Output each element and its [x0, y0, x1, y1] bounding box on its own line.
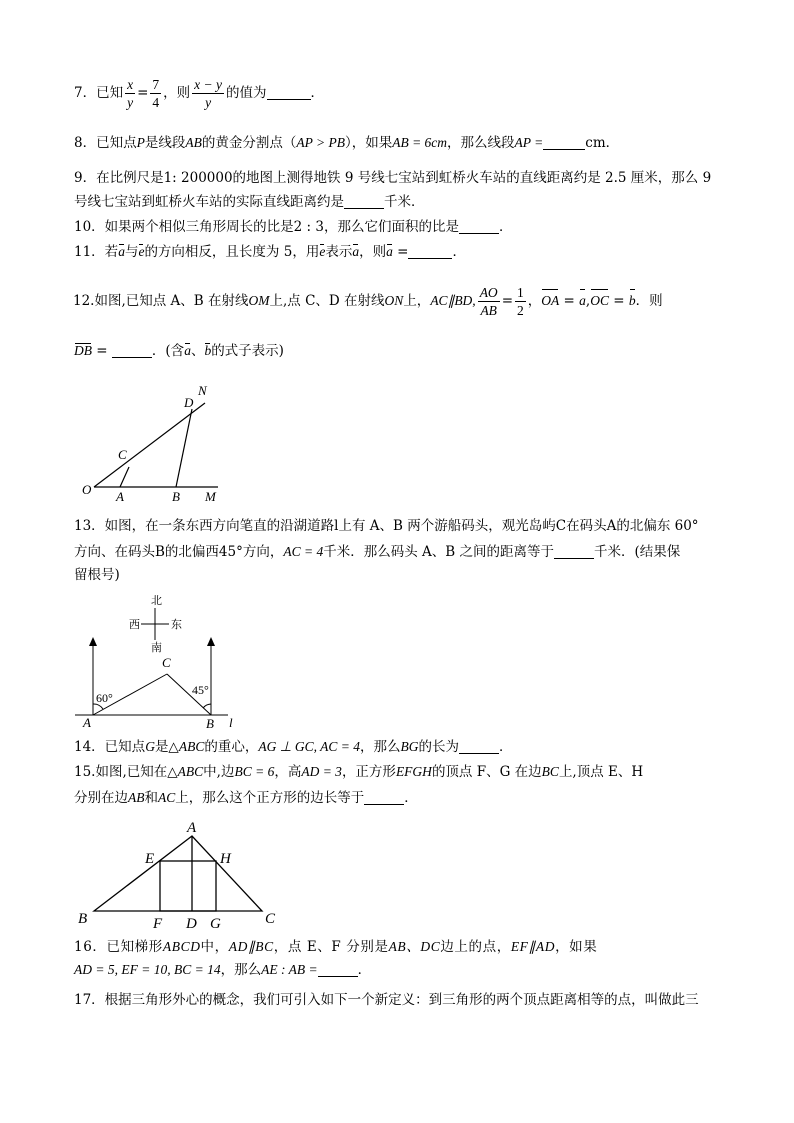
- vector-e: e: [138, 244, 145, 259]
- label-a: A: [116, 489, 124, 504]
- vector-a: a: [352, 244, 360, 259]
- label-o: O: [82, 482, 92, 497]
- answer-blank[interactable]: [408, 244, 452, 259]
- label-c: C: [162, 655, 171, 670]
- answer-blank[interactable]: [543, 135, 585, 150]
- answer-blank[interactable]: [459, 219, 499, 234]
- question-13-line-1: 13．如图，在一条东西方向笔直的沿湖道路l上有 A、B 两个游船码头，观光岛屿C在码头A的北偏东 60°: [74, 518, 699, 534]
- segment-bc: [167, 674, 211, 715]
- label-d: D: [186, 916, 197, 932]
- label-a: A: [187, 820, 197, 836]
- triangle-abc: [94, 836, 262, 911]
- fraction-7-over-4: $\frac{7}{4}$: [152, 77, 160, 110]
- label-e: E: [145, 851, 155, 867]
- label-b: B: [206, 716, 214, 731]
- vector-b: b: [204, 343, 212, 358]
- vector-b: b: [629, 288, 636, 314]
- label-a: A: [83, 715, 91, 730]
- arrowhead-a: [89, 637, 97, 646]
- question-16-line-2: AD = 5, EF = 10, BC = 14，那么AE : AB = ．: [74, 962, 372, 978]
- compass-east-label: 东: [171, 619, 182, 631]
- vector-oa: OA: [541, 288, 559, 314]
- question-7: 7．已知 $\frac{x}{y}$ = $\frac{7}{4}$ ，则 $\frac{x - y}{y}$ 的值为 ．: [74, 77, 324, 110]
- vector-a: a: [118, 244, 125, 259]
- vector-a: a: [386, 244, 393, 259]
- question-9-line-1: 9．在比例尺是1: 200000的地图上测得地铁 9 号线七宝站到虹桥火车站的直线距离约是 2.5 厘米，那么 9: [74, 170, 712, 186]
- question-13-line-2: 方向、在码头B的北偏西45°方向，AC = 4千米．那么码头 A、B 之间的距离等于 千米．(结果保: [74, 544, 681, 560]
- answer-blank[interactable]: [318, 962, 358, 977]
- segment-ac: [120, 467, 129, 487]
- answer-blank[interactable]: [364, 790, 404, 805]
- question-8: 8．已知点P是线段AB的黄金分割点（AP > PB），如果AB = 6cm，那么线段AP = cm．: [74, 135, 620, 151]
- question-10: 10．如果两个相似三角形周长的比是2 : 3，那么它们面积的比是 ．: [74, 219, 513, 235]
- vector-db: DB: [74, 343, 92, 358]
- question-16-line-1: 16．已知梯形ABCD中，AD∥BC，点 E、F 分别是AB、DC边上的点，EF∥AD，如果: [74, 939, 598, 955]
- label-f: F: [153, 916, 163, 932]
- vector-e: e: [319, 244, 326, 259]
- question-17-line-1: 17．根据三角形外心的概念，我们可引入如下一个新定义：到三角形的两个顶点距离相等的点，叫做此三: [74, 992, 699, 1008]
- question-13-line-3: 留根号): [74, 567, 120, 583]
- answer-blank[interactable]: [554, 544, 594, 559]
- label-m: M: [205, 489, 216, 504]
- label-g: G: [210, 916, 221, 932]
- fraction-xminusy-over-y: $\frac{x - y}{y}$: [194, 77, 222, 110]
- label-b: B: [78, 911, 88, 927]
- vector-a: a: [579, 288, 586, 314]
- label-l: l: [229, 715, 233, 730]
- answer-blank[interactable]: [112, 343, 152, 358]
- question-14: 14．已知点G是△ABC的重心，AG ⊥ GC, AC = 4，那么BG的长为 ．: [74, 739, 513, 755]
- segment-bd: [176, 409, 192, 487]
- compass-north-label: 北: [151, 595, 162, 607]
- arrowhead-b: [207, 637, 215, 646]
- ray-on: [94, 403, 205, 487]
- square-efgh: [160, 861, 216, 911]
- fraction-ao-over-ab: $\frac{AO}{AB}$: [479, 285, 498, 318]
- question-12-line-2: DB = ．(含a、b的式子表示): [74, 343, 284, 359]
- compass-west-label: 西: [129, 619, 140, 631]
- label-h: H: [220, 851, 231, 867]
- angle-arc-b: [203, 704, 211, 708]
- angle-45-label: 45°: [192, 683, 209, 697]
- angle-arc-a: [93, 704, 103, 709]
- label-c: C: [118, 447, 127, 462]
- label-c: C: [265, 911, 276, 927]
- fraction-x-over-y: $\frac{x}{y}$: [127, 77, 134, 110]
- angle-60-label: 60°: [96, 691, 113, 705]
- label-n: N: [198, 383, 207, 398]
- label-d: D: [184, 395, 194, 410]
- question-15-line-2: 分别在边AB和AC上，那么这个正方形的边长等于 ．: [74, 790, 418, 806]
- answer-blank[interactable]: [267, 85, 311, 100]
- answer-blank[interactable]: [344, 194, 384, 209]
- fraction-one-half: $\frac{1}{2}$: [517, 285, 524, 318]
- segment-ac: [93, 674, 167, 715]
- question-15-line-1: 15.如图,已知在△ABC中,边BC = 6，高AD = 3，正方形EFGH的顶点 F、G 在边BC上,顶点 E、H: [74, 764, 644, 780]
- label-b: B: [172, 489, 180, 504]
- answer-blank[interactable]: [459, 739, 499, 754]
- question-12-line-1: 12.如图,已知点 A、B 在射线OM上,点 C、D 在射线ON上，AC∥BD, $\frac{AO}{AB}$ = $\frac{1}{2}$ ，OA = a,OC = b．则: [73, 285, 663, 318]
- question-11: 11．若a与e的方向相反，且长度为 5，用e表示a，则a = ．: [74, 244, 466, 260]
- vector-a: a: [184, 343, 191, 358]
- compass-south-label: 南: [151, 642, 162, 654]
- question-9-line-2: 号线七宝站到虹桥火车站的实际直线距离约是 千米．: [74, 194, 425, 210]
- vector-oc: OC: [590, 288, 609, 314]
